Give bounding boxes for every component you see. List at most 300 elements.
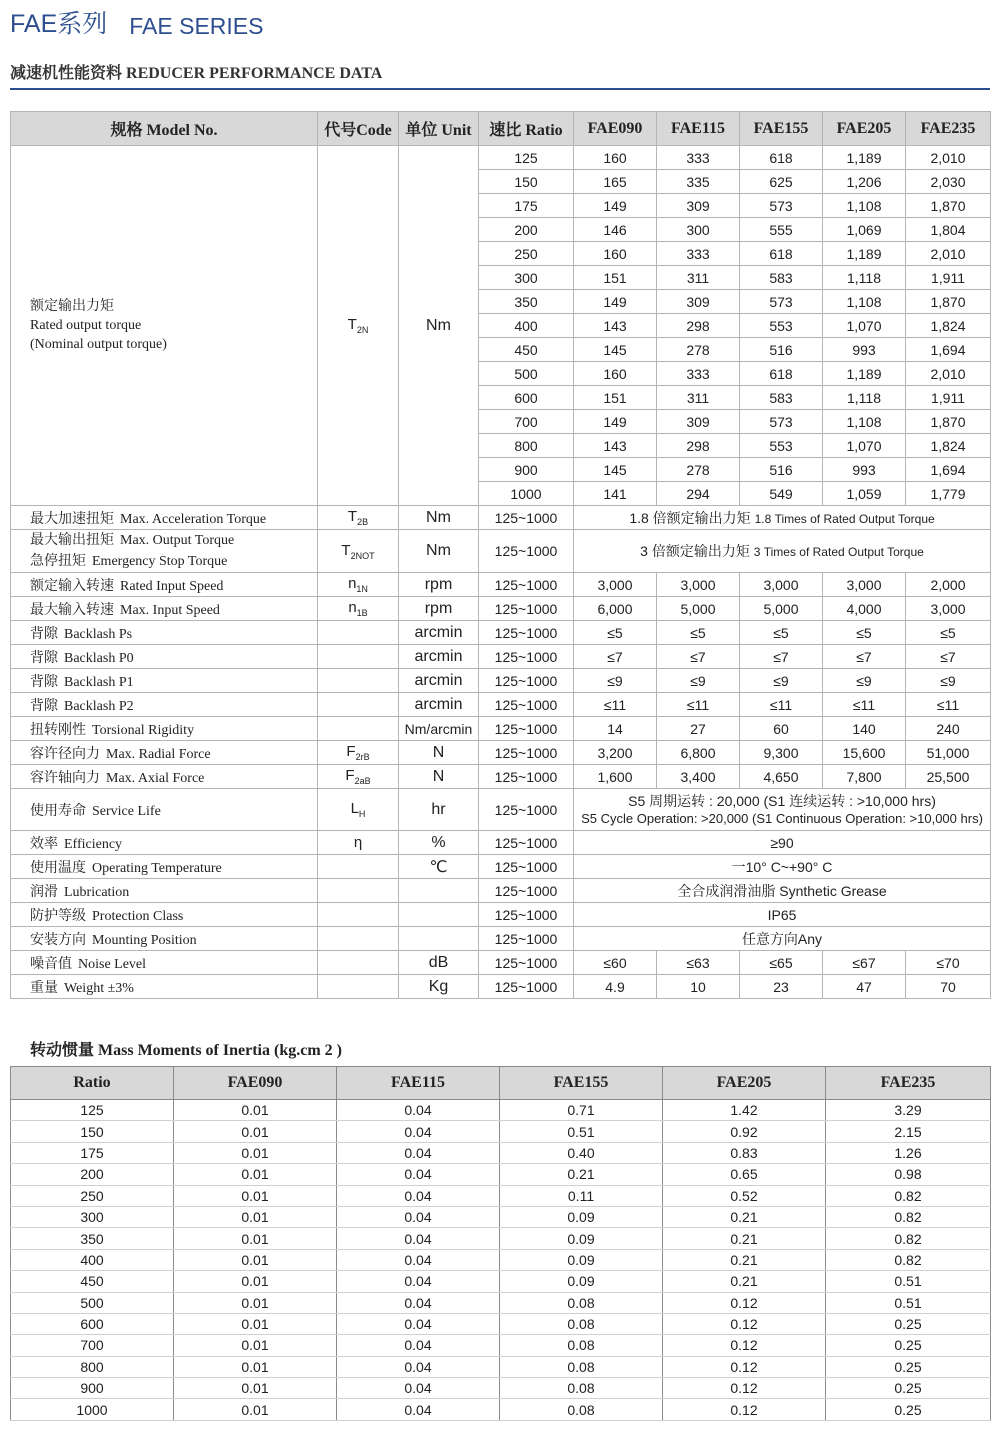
column-header: FAE235 (906, 112, 991, 146)
value-cell: 278 (657, 338, 740, 362)
value-cell: 14 (574, 717, 657, 741)
ratio-cell: 125~1000 (479, 530, 574, 573)
value-cell: 1,118 (823, 266, 906, 290)
value-cell: 25,500 (906, 765, 991, 789)
value-cell: 553 (740, 314, 823, 338)
value-cell: 151 (574, 266, 657, 290)
row-label-en: Torsional Rigidity (92, 722, 195, 738)
value-cell: 516 (740, 338, 823, 362)
row-label (11, 903, 318, 927)
row-code (318, 741, 399, 765)
ratio-cell: 700 (11, 1335, 174, 1356)
value-cell: 311 (657, 386, 740, 410)
value-cell: ≤9 (906, 669, 991, 693)
value-cell: 1,118 (823, 386, 906, 410)
table-row (11, 1142, 991, 1163)
value-cell: 1,059 (823, 482, 906, 506)
value-cell: 1,069 (823, 218, 906, 242)
table-row (11, 645, 991, 669)
value-cell: 0.12 (663, 1313, 826, 1334)
code-symbol: L (350, 800, 359, 817)
value-cell: 0.04 (337, 1164, 500, 1185)
value-cell: 993 (823, 338, 906, 362)
value-cell: 240 (906, 717, 991, 741)
value-cell: 0.52 (663, 1185, 826, 1206)
section-heading-en: REDUCER PERFORMANCE DATA (126, 65, 383, 82)
value-cell: 1,870 (906, 290, 991, 314)
table-row (11, 765, 991, 789)
table-row (11, 1335, 991, 1356)
column-header: 单位 Unit (399, 112, 479, 146)
section-heading (10, 60, 382, 83)
ratio-cell: 450 (11, 1271, 174, 1292)
row-label-en: Efficiency (64, 836, 123, 852)
value-cell: 1,804 (906, 218, 991, 242)
row-label (11, 621, 318, 645)
row-code (318, 927, 399, 951)
row-unit (399, 927, 479, 951)
value-cell: 0.04 (337, 1292, 500, 1313)
value-cell: 4,650 (740, 765, 823, 789)
value-cell: 4,000 (823, 597, 906, 621)
ratio-cell: 125~1000 (479, 975, 574, 999)
value-cell: 333 (657, 242, 740, 266)
ratio-cell: 600 (479, 386, 574, 410)
value-cell: 143 (574, 314, 657, 338)
row-label-en: Max. Input Speed (120, 602, 220, 618)
value-cell: 1,108 (823, 290, 906, 314)
ratio-cell: 125~1000 (479, 951, 574, 975)
row-code (318, 831, 399, 855)
value-cell: 294 (657, 482, 740, 506)
value-cell (574, 506, 991, 530)
table-row (11, 927, 991, 951)
torque-label-en: Rated output torque (30, 318, 142, 333)
ratio-cell: 700 (479, 410, 574, 434)
ratio-cell: 1000 (11, 1399, 174, 1420)
inertia-title-en: Mass Moments of Inertia (kg.cm 2 ) (98, 1042, 342, 1059)
value-cn: 3 倍额定输出力矩 (640, 543, 750, 559)
code-subscript: 2NOT (350, 550, 375, 561)
table-row (11, 717, 991, 741)
value-cell: 0.21 (663, 1206, 826, 1227)
row-unit: arcmin (399, 621, 479, 645)
value-cell: 3,000 (574, 573, 657, 597)
value-cell: 2,030 (906, 170, 991, 194)
row-label-cn: 背隙 (30, 649, 58, 666)
row-label (11, 506, 318, 530)
table-row (11, 855, 991, 879)
column-header: 速比 Ratio (479, 112, 574, 146)
code-symbol: T (341, 541, 351, 559)
value-cell: IP65 (574, 903, 991, 927)
column-header: FAE090 (174, 1067, 337, 1100)
column-header: FAE155 (740, 112, 823, 146)
value-cell: 0.21 (663, 1228, 826, 1249)
value-cell: 160 (574, 242, 657, 266)
value-cell: ≤7 (740, 645, 823, 669)
column-header: FAE205 (663, 1067, 826, 1100)
ratio-cell: 250 (479, 242, 574, 266)
row-label-cn: 扭转刚性 (30, 721, 86, 738)
value-cell: ≤11 (823, 693, 906, 717)
value-cell: 0.21 (663, 1271, 826, 1292)
row-label-cn: 效率 (30, 835, 58, 852)
row-code (318, 717, 399, 741)
row-label-cn: 最大输出扭矩 (30, 532, 114, 548)
value-cell: 0.04 (337, 1399, 500, 1420)
row-label-cn: 润滑 (30, 883, 58, 900)
table-row (11, 1228, 991, 1249)
table-row (11, 1292, 991, 1313)
row-label-cn: 使用寿命 (30, 802, 86, 819)
table-row (11, 1249, 991, 1270)
row-unit (399, 903, 479, 927)
row-label-cn: 最大输入转速 (30, 601, 114, 618)
row-label-en: Backlash P1 (64, 674, 134, 690)
value-cell: 3,200 (574, 741, 657, 765)
value-cell: 0.01 (174, 1335, 337, 1356)
value-cell: 160 (574, 146, 657, 170)
value-cell: 0.04 (337, 1206, 500, 1227)
table-row (11, 1100, 991, 1121)
value-cell: 0.01 (174, 1313, 337, 1334)
value-cell: 333 (657, 146, 740, 170)
value-cell: 0.04 (337, 1185, 500, 1206)
value-cell: 618 (740, 362, 823, 386)
value-cell: ≤9 (657, 669, 740, 693)
value-cell: 145 (574, 338, 657, 362)
row-label-cn: 背隙 (30, 697, 58, 714)
code-symbol: n (348, 575, 357, 592)
value-cell: ≤5 (574, 621, 657, 645)
row-label-cn: 额定输入转速 (30, 577, 114, 594)
value-cell: 573 (740, 410, 823, 434)
row-label (11, 855, 318, 879)
value-cell: 0.04 (337, 1100, 500, 1121)
ratio-cell: 125~1000 (479, 765, 574, 789)
value-cell: 0.04 (337, 1142, 500, 1163)
value-cell: 27 (657, 717, 740, 741)
value-cell: 160 (574, 362, 657, 386)
ratio-cell: 350 (479, 290, 574, 314)
row-unit: N (399, 765, 479, 789)
row-label-en: Emergency Stop Torque (92, 554, 228, 569)
row-code (318, 903, 399, 927)
value-cell: 0.09 (500, 1206, 663, 1227)
value-cell: 0.01 (174, 1100, 337, 1121)
ratio-cell: 900 (11, 1378, 174, 1399)
value-cell: 0.01 (174, 1185, 337, 1206)
value-cell: 0.04 (337, 1313, 500, 1334)
value-cell: 0.12 (663, 1335, 826, 1356)
ratio-cell: 125~1000 (479, 573, 574, 597)
row-code (318, 951, 399, 975)
table-row (11, 693, 991, 717)
value-cell: 0.82 (826, 1185, 991, 1206)
row-unit: Nm/arcmin (399, 717, 479, 741)
row-code (318, 530, 399, 573)
row-label-cn: 背隙 (30, 625, 58, 642)
row-label-cn: 使用温度 (30, 859, 86, 876)
value-cell: ≥90 (574, 831, 991, 855)
value-cell: ≤67 (823, 951, 906, 975)
value-cell: 1,070 (823, 434, 906, 458)
value-cell: 0.04 (337, 1249, 500, 1270)
ratio-cell: 250 (11, 1185, 174, 1206)
row-label (11, 927, 318, 951)
value-cell: 335 (657, 170, 740, 194)
value-cell: 0.82 (826, 1206, 991, 1227)
value-cell: 618 (740, 146, 823, 170)
row-label-en: Max. Radial Force (106, 746, 211, 762)
code-subscript: 2aB (354, 776, 371, 786)
value-cell: 0.82 (826, 1249, 991, 1270)
ratio-cell: 125~1000 (479, 693, 574, 717)
row-unit: Nm (399, 530, 479, 573)
value-cell: 0.04 (337, 1378, 500, 1399)
estop-line-1 (30, 530, 317, 551)
ratio-cell: 800 (11, 1356, 174, 1377)
row-unit: arcmin (399, 669, 479, 693)
row-unit: rpm (399, 573, 479, 597)
value-cell: 1.26 (826, 1142, 991, 1163)
table-row (11, 831, 991, 855)
value-cell: 300 (657, 218, 740, 242)
value-cell: 0.01 (174, 1249, 337, 1270)
value-cell: 0.01 (174, 1121, 337, 1142)
table-row (11, 146, 991, 170)
value-cell: 151 (574, 386, 657, 410)
value-cell: 15,600 (823, 741, 906, 765)
value-cell: 6,800 (657, 741, 740, 765)
value-cell: 5,000 (740, 597, 823, 621)
table-row (11, 1164, 991, 1185)
value-cell: 0.51 (826, 1292, 991, 1313)
value-cell: 0.25 (826, 1335, 991, 1356)
value-cell: ≤5 (657, 621, 740, 645)
torque-label (30, 297, 317, 354)
row-label (11, 765, 318, 789)
value-cell: 1,824 (906, 434, 991, 458)
table-row (11, 1206, 991, 1227)
table-row (11, 506, 991, 530)
ratio-cell: 350 (11, 1228, 174, 1249)
value-cell: 555 (740, 218, 823, 242)
ratio-cell: 500 (479, 362, 574, 386)
row-code (318, 597, 399, 621)
value-en: 1.8 Times of Rated Output Torque (754, 511, 935, 526)
value-cell: 0.08 (500, 1356, 663, 1377)
ratio-cell: 150 (479, 170, 574, 194)
value-cell: ≤11 (574, 693, 657, 717)
value-cell: ≤5 (823, 621, 906, 645)
value-cell: 0.98 (826, 1164, 991, 1185)
value-cell: 0.08 (500, 1399, 663, 1420)
table-row (11, 1121, 991, 1142)
value-cell: 309 (657, 290, 740, 314)
row-label-cn: 最大加速扭矩 (30, 510, 114, 527)
value-cell: 3,000 (657, 573, 740, 597)
row-code (318, 506, 399, 530)
torque-label-cn: 额定输出力矩 (30, 298, 114, 314)
ratio-cell: 175 (479, 194, 574, 218)
section-heading-cn: 减速机性能资料 (10, 63, 123, 82)
value-cell: ≤7 (906, 645, 991, 669)
value-cell: 2,010 (906, 242, 991, 266)
life-value-en: S5 Cycle Operation: >20,000 (S1 Continuous Operation: >10,000 hrs) (581, 810, 983, 826)
value-cell: 51,000 (906, 741, 991, 765)
code-symbol: n (348, 599, 357, 616)
value-cell: 2,000 (906, 573, 991, 597)
value-cell: 5,000 (657, 597, 740, 621)
ratio-cell: 1000 (479, 482, 574, 506)
row-label-en: Max. Axial Force (106, 770, 205, 786)
value-cell: 1,206 (823, 170, 906, 194)
code-symbol: F (346, 743, 356, 760)
value-cell: 3,400 (657, 765, 740, 789)
ratio-cell: 300 (11, 1206, 174, 1227)
value-cell: 311 (657, 266, 740, 290)
value-cell: 1,600 (574, 765, 657, 789)
row-label-en: Protection Class (92, 908, 184, 924)
ratio-cell: 175 (11, 1142, 174, 1163)
value-cell: ≤65 (740, 951, 823, 975)
value-cell: 0.04 (337, 1356, 500, 1377)
value-cell: 618 (740, 242, 823, 266)
value-cell: 0.12 (663, 1356, 826, 1377)
row-code (318, 645, 399, 669)
row-code (318, 573, 399, 597)
torque-label-en-nominal: (Nominal output torque) (30, 337, 167, 352)
value-cell: 0.92 (663, 1121, 826, 1142)
value-cell: 2,010 (906, 362, 991, 386)
column-header: FAE090 (574, 112, 657, 146)
value-cell: ≤11 (906, 693, 991, 717)
value-cell: 全合成润滑油脂 Synthetic Grease (574, 879, 991, 903)
table-row (11, 951, 991, 975)
value-cell: 3,000 (740, 573, 823, 597)
row-code (318, 879, 399, 903)
row-label-en: Max. Output Torque (120, 533, 235, 548)
value-cell: 1,911 (906, 266, 991, 290)
value-cell: 583 (740, 266, 823, 290)
value-cell: ≤7 (574, 645, 657, 669)
row-label-cn: 背隙 (30, 673, 58, 690)
value-cell: 549 (740, 482, 823, 506)
value-cell: 149 (574, 290, 657, 314)
ratio-cell: 125~1000 (479, 789, 574, 831)
title-cn: FAE系列 (10, 10, 108, 38)
ratio-cell: 125~1000 (479, 927, 574, 951)
row-unit: % (399, 831, 479, 855)
ratio-cell: 400 (11, 1249, 174, 1270)
value-cell: ≤60 (574, 951, 657, 975)
ratio-cell: 500 (11, 1292, 174, 1313)
value-cell: 0.12 (663, 1378, 826, 1399)
value-cell: 1,189 (823, 242, 906, 266)
ratio-cell: 125~1000 (479, 597, 574, 621)
value-cell: 583 (740, 386, 823, 410)
value-cell: 143 (574, 434, 657, 458)
value-cell: 165 (574, 170, 657, 194)
row-unit: Nm (399, 506, 479, 530)
estop-line-2 (30, 551, 317, 572)
value-cell: 0.21 (500, 1164, 663, 1185)
row-label-en: Rated Input Speed (120, 578, 224, 594)
ratio-cell: 450 (479, 338, 574, 362)
row-label (11, 146, 318, 506)
value-cell: 0.08 (500, 1292, 663, 1313)
value-cell: 1,108 (823, 194, 906, 218)
row-label-cn: 容许轴向力 (30, 769, 100, 786)
value-cell: 1,694 (906, 458, 991, 482)
value-cell: ≤9 (740, 669, 823, 693)
row-label-en: Weight ±3% (64, 980, 134, 996)
value-cell: 0.08 (500, 1313, 663, 1334)
value-cell: 0.21 (663, 1249, 826, 1270)
ratio-cell: 125~1000 (479, 855, 574, 879)
ratio-cell: 300 (479, 266, 574, 290)
ratio-cell: 900 (479, 458, 574, 482)
row-label-cn: 容许径向力 (30, 745, 100, 762)
ratio-cell: 125~1000 (479, 741, 574, 765)
row-label-cn: 急停扭矩 (30, 553, 86, 569)
row-label-en: Noise Level (78, 956, 147, 972)
row-label (11, 693, 318, 717)
value-cell: 0.08 (500, 1378, 663, 1399)
row-label-en: Mounting Position (92, 932, 197, 948)
value-cell: 2.15 (826, 1121, 991, 1142)
value-cell: 625 (740, 170, 823, 194)
row-label (11, 741, 318, 765)
row-code (318, 693, 399, 717)
value-cell: 0.08 (500, 1335, 663, 1356)
table-header (11, 1067, 991, 1100)
ratio-cell: 125 (479, 146, 574, 170)
row-code (318, 789, 399, 831)
section-divider (10, 88, 990, 90)
row-label-cn: 防护等级 (30, 907, 86, 924)
performance-table (10, 111, 991, 999)
value-cell: 3,000 (906, 597, 991, 621)
row-label-en: Backlash P2 (64, 698, 134, 714)
value-cell: 0.01 (174, 1399, 337, 1420)
row-unit: Kg (399, 975, 479, 999)
value-cell: ≤11 (740, 693, 823, 717)
value-cell: 60 (740, 717, 823, 741)
row-label-cn: 重量 (30, 979, 58, 996)
value-cell: 0.01 (174, 1164, 337, 1185)
row-label-cn: 安装方向 (30, 931, 86, 948)
value-cell: 149 (574, 194, 657, 218)
value-cell: 0.51 (826, 1271, 991, 1292)
value-cell: 1,189 (823, 362, 906, 386)
value-cell: 0.04 (337, 1271, 500, 1292)
value-cell: 298 (657, 314, 740, 338)
ratio-cell: 125~1000 (479, 506, 574, 530)
value-cell: 7,800 (823, 765, 906, 789)
row-label (11, 831, 318, 855)
column-header: FAE115 (657, 112, 740, 146)
row-code (318, 146, 399, 506)
value-cell: 0.04 (337, 1335, 500, 1356)
value-cell: 任意方向Any (574, 927, 991, 951)
value-cell: 47 (823, 975, 906, 999)
value-cell: 3,000 (823, 573, 906, 597)
value-en: 3 Times of Rated Output Torque (753, 545, 924, 559)
row-label (11, 645, 318, 669)
